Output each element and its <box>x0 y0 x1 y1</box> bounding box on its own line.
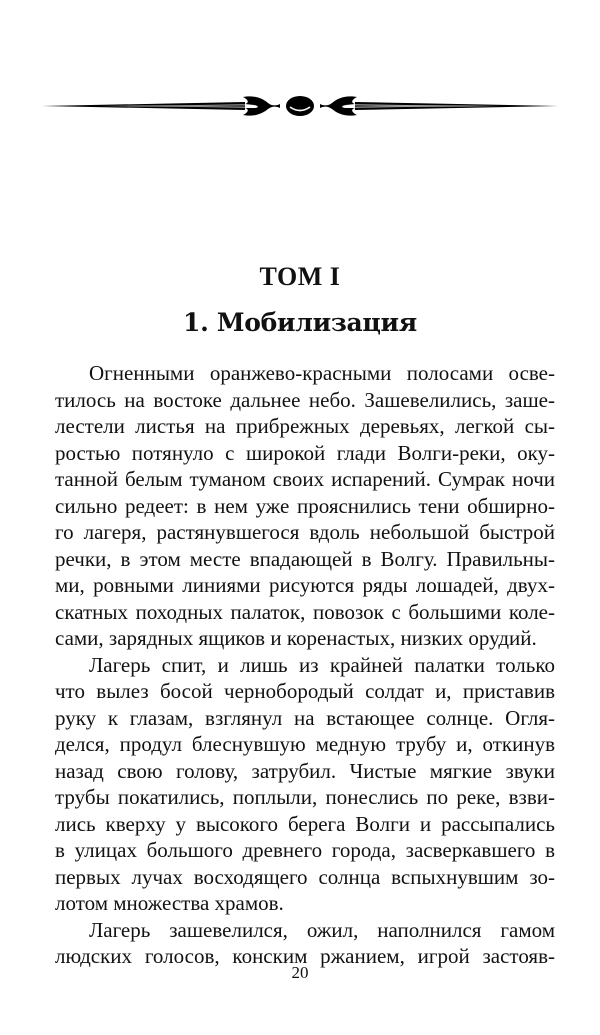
text-line: лотом множества храмов. <box>55 891 284 915</box>
text-line: танной белым туманом своих испарений. Сумрак ночи <box>55 467 555 491</box>
text-line: лестели листья на прибрежных деревьях, легкой сы- <box>55 414 555 438</box>
text-line: тилось на востоке дальнее небо. Зашевелились, заше- <box>55 387 555 412</box>
chapter-heading: 1. Мобилизация <box>183 308 417 337</box>
text-line: делся, продул блеснувшую медную трубу и, откинув <box>55 732 555 756</box>
chapter-body-text <box>55 360 555 970</box>
text-line: людских голосов, конским ржанием, игрой застояв- <box>55 944 555 968</box>
text-line: что вылез босой чернобородый солдат и, приставив <box>55 679 555 703</box>
text-line: руку к глазам, взглянул на встающее солнце. Огля- <box>55 705 555 730</box>
text-line: Лагерь спит, и лишь из крайней палатки только <box>89 652 555 677</box>
page-number: 20 <box>291 963 309 982</box>
text-line: речки, в этом месте впадающей в Волгу. Правильны- <box>55 546 555 571</box>
text-line: лись кверху у высокого берега Волги и рассыпались <box>55 811 555 836</box>
text-line: трубы покатились, поплыли, понеслись по реке, взви- <box>55 785 555 809</box>
text-line: скатных походных палаток, повозок с большими коле- <box>55 599 555 624</box>
text-line: Лагерь зашевелился, ожил, наполнился гамом <box>89 917 555 942</box>
volume-heading: ТОМ I <box>259 262 341 291</box>
text-line: в улицах большого древнего города, засверкавшего в <box>55 838 555 862</box>
text-line: ми, ровными линиями рисуются ряды лошадей, двух- <box>55 573 555 597</box>
text-line: Огненными оранжево-красными полосами осве- <box>89 361 555 385</box>
text-line: го лагеря, растянувшегося вдоль небольшой быстрой <box>55 520 555 544</box>
text-line: назад свою голову, затрубил. Чистые мягкие звуки <box>55 758 555 783</box>
text-line: сами, зарядных ящиков и коренастых, низких орудий. <box>55 626 537 650</box>
decorative-divider-ornament-icon <box>40 88 560 124</box>
text-line: ростью потянуло с широкой глади Волги-реки, оку- <box>55 440 555 465</box>
text-line: сильно редеет: в нем уже прояснились тени обширно- <box>55 493 555 518</box>
text-line: первых лучах восходящего солнца вспыхнувшим зо- <box>55 864 555 889</box>
